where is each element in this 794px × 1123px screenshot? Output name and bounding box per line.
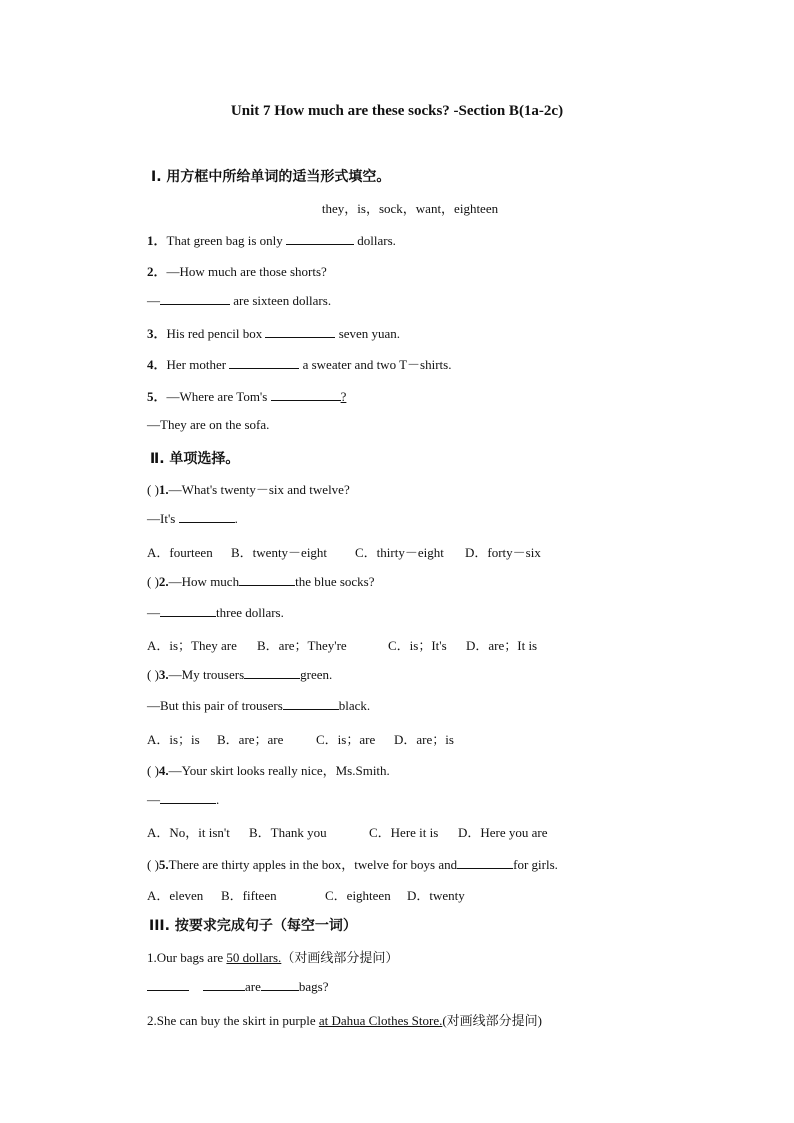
answer-paren[interactable]: ( ) [147,763,159,778]
underlined-part: 50 dollars. [226,950,282,965]
option-b[interactable]: B．are；are [217,732,284,747]
reply-text: . [216,792,220,807]
option-a[interactable]: A．is；They are [147,638,237,653]
answer-blank[interactable] [160,292,230,305]
rewrite-item-1-answer [147,978,328,995]
question-stem: green. [300,667,333,682]
answer-blank[interactable] [147,978,189,991]
item-number: 1． [147,233,167,248]
question-5-options [147,885,465,904]
item-text: ? [340,389,347,404]
item-text: a sweater and two T－shirts. [299,357,452,372]
option-d[interactable]: D．forty－six [465,545,541,560]
option-a[interactable]: A．No，it isn't [147,825,230,840]
answer-text: bags? [298,979,329,994]
instruction-note: (对画线部分提问) [442,1013,543,1028]
option-a[interactable]: A．is；is [147,732,200,747]
instruction-note: （对画线部分提问） [281,950,399,965]
answer-blank[interactable] [244,666,300,679]
answer-paren[interactable]: ( ) [147,482,159,497]
option-d[interactable]: D．are；It is [466,638,538,653]
question-number: 5. [158,857,169,872]
fill-item-3 [147,323,400,342]
question-stem: —My trousers [168,667,245,682]
option-b[interactable]: B．fifteen [221,888,277,903]
answer-blank[interactable] [457,856,513,869]
fill-item-4 [147,354,451,373]
item-text: —They are on the sofa. [147,417,270,432]
option-b[interactable]: B．are；They're [257,638,347,653]
option-b[interactable]: B．twenty－eight [231,545,328,560]
answer-text: are [245,979,261,994]
item-number: 3． [147,326,167,341]
question-stem: for girls. [513,857,558,872]
question-number: 4. [158,763,169,778]
option-d[interactable]: D．twenty [407,888,465,903]
reply-text: — [147,605,160,620]
option-c[interactable]: C．is；It's [388,638,447,653]
question-4-reply [147,791,219,808]
question-stem: There are thirty apples in the box，twelve for boys and [168,857,458,872]
question-5 [147,854,558,873]
item-number: 2． [147,264,167,279]
answer-blank[interactable] [179,510,235,523]
reply-text: black. [338,698,371,713]
item-text: seven yuan. [335,326,401,341]
question-1-options [147,542,541,561]
question-3-options [147,729,454,748]
answer-blank[interactable] [229,356,299,369]
item-text: —Where are Tom's [166,389,271,404]
question-stem: —Your skirt looks really nice，Ms.Smith. [168,763,390,778]
question-2 [147,573,375,590]
answer-paren[interactable]: ( ) [147,574,159,589]
question-number: 3. [158,667,169,682]
option-b[interactable]: B．Thank you [249,825,327,840]
fill-item-1 [147,230,396,249]
word-box: they，is，sock，want，eighteen [321,201,499,216]
item-number: 4． [147,357,167,372]
question-1-reply [147,510,238,527]
sentence-text: 1.Our bags are [147,950,227,965]
section-3-heading: III. 按要求完成句子（每空一词） [149,918,357,934]
fill-item-2 [147,261,327,280]
question-3-reply [147,697,370,714]
option-a[interactable]: A．fourteen [147,545,213,560]
option-c[interactable]: C．Here it is [369,825,439,840]
option-c[interactable]: C．eighteen [325,888,391,903]
reply-text: . [234,511,238,526]
underlined-part: at Dahua Clothes Store. [318,1013,443,1028]
reply-text: —It's [147,511,179,526]
question-4-options [147,822,548,841]
option-a[interactable]: A．eleven [147,888,204,903]
option-d[interactable]: D．are；is [394,732,454,747]
question-2-reply [147,604,284,621]
question-1 [147,479,350,498]
reply-text: — [147,792,160,807]
fill-item-5-reply [147,417,269,433]
question-3 [147,666,332,683]
answer-blank[interactable] [203,978,245,991]
section-1-heading: Ⅰ. 用方框中所给单词的适当形式填空。 [151,169,391,185]
rewrite-item-2 [147,1010,542,1029]
item-text: His red pencil box [166,326,266,341]
answer-paren[interactable]: ( ) [147,857,159,872]
question-stem: —What's twenty－six and twelve? [168,482,350,497]
item-number: 5． [147,389,167,404]
answer-blank[interactable] [271,388,341,401]
question-2-options [147,635,537,654]
item-text: dollars. [354,233,396,248]
answer-blank[interactable] [160,791,216,804]
item-text: — [147,293,160,308]
section-2-heading: Ⅱ. 单项选择。 [150,451,240,467]
item-text: are sixteen dollars. [230,293,332,308]
question-4 [147,760,390,779]
page-title: Unit 7 How much are these socks? -Section B(1a-2c) [230,103,564,119]
sentence-text: 2.She can buy the skirt in purple [147,1013,319,1028]
rewrite-item-1 [147,947,398,966]
question-number: 2. [158,574,169,589]
fill-item-5 [147,386,346,405]
option-d[interactable]: D．Here you are [458,825,548,840]
option-c[interactable]: C．thirty－eight [355,545,444,560]
answer-blank[interactable] [239,573,295,586]
question-number: 1. [158,482,169,497]
option-c[interactable]: C．is；are [316,732,376,747]
reply-text: —But this pair of trousers [147,698,283,713]
answer-blank[interactable] [286,232,354,245]
question-stem: —How much [168,574,240,589]
reply-text: three dollars. [216,605,284,620]
answer-blank[interactable] [261,978,299,991]
item-text: Her mother [166,357,230,372]
item-text: That green bag is only [166,233,287,248]
answer-paren[interactable]: ( ) [147,667,159,682]
answer-blank[interactable] [283,697,339,710]
answer-blank[interactable] [160,604,216,617]
fill-item-2-reply [147,292,331,309]
question-stem: the blue socks? [295,574,375,589]
item-text: —How much are those shorts? [166,264,327,279]
answer-blank[interactable] [265,325,335,338]
